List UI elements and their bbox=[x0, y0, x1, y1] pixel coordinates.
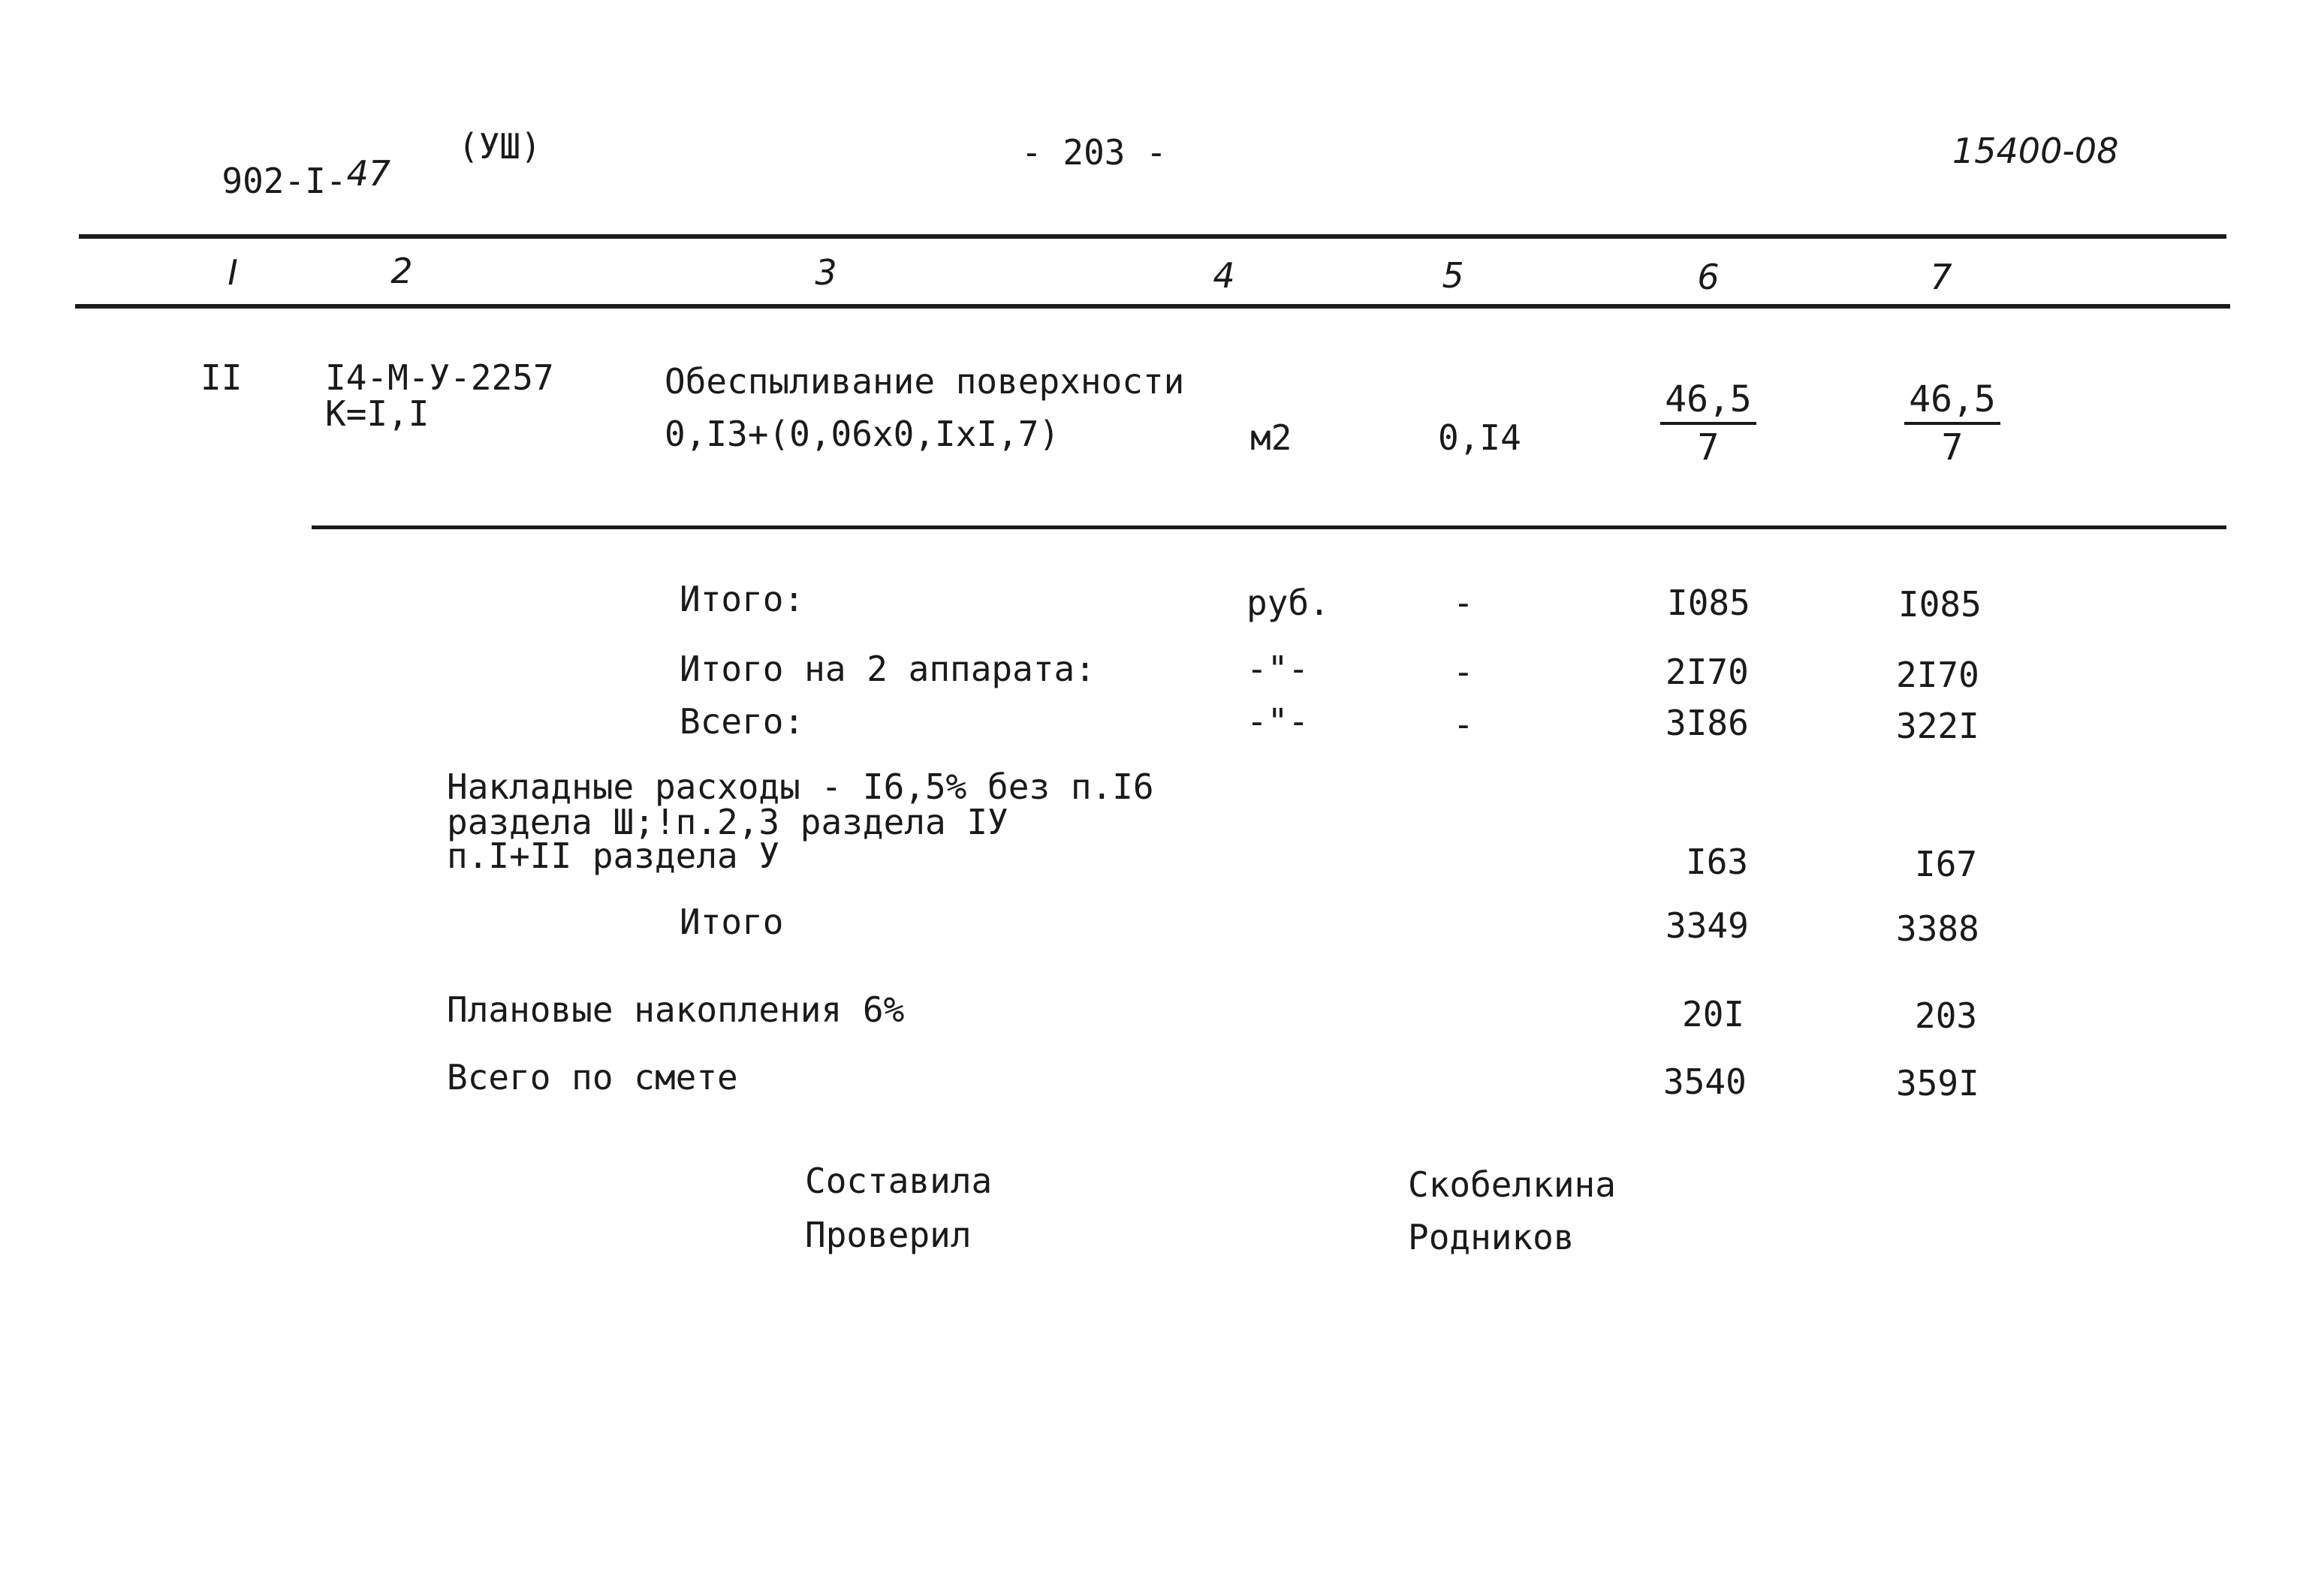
row-col7-fraction bbox=[1892, 378, 2012, 468]
itogo3-col7: 3388 bbox=[1896, 908, 1979, 949]
checked-label: Проверил bbox=[805, 1215, 972, 1255]
row-code-line1: I4-M-У-2257 bbox=[325, 357, 554, 398]
overhead-line1: Накладные расходы - I6,5% без п.I6 bbox=[447, 766, 1154, 807]
itogo-label: Итого: bbox=[680, 579, 805, 619]
itogo2-col6: 2I70 bbox=[1665, 652, 1749, 692]
row-col6-fraction bbox=[1648, 378, 1768, 468]
itogo2-col7: 2I70 bbox=[1896, 655, 1979, 695]
header-top-rule bbox=[79, 234, 2226, 239]
smeta-col6: 3540 bbox=[1663, 1061, 1747, 1102]
header-bottom-rule bbox=[75, 304, 2230, 309]
col-header-7: 7 bbox=[1930, 257, 1952, 297]
col-header-6: 6 bbox=[1697, 257, 1720, 297]
overhead-line3: п.I+II раздела У bbox=[447, 836, 780, 876]
row-col6-denominator: 7 bbox=[1697, 426, 1720, 468]
row-quantity: 0,I4 bbox=[1438, 417, 1521, 458]
compiled-name: Скобелкина bbox=[1408, 1164, 1616, 1205]
itogo-unit: руб. bbox=[1246, 583, 1330, 623]
row-description-line1: Обеспыливание поверхности bbox=[665, 361, 1185, 402]
col-header-3: 3 bbox=[815, 252, 837, 293]
smeta-col7: 359I bbox=[1896, 1063, 1979, 1104]
doc-code-handwritten: 47 bbox=[346, 153, 391, 194]
vsego-col6: 3I86 bbox=[1665, 703, 1749, 743]
row-col6-numerator: 46,5 bbox=[1660, 381, 1756, 425]
doc-code-typed: 902-I- bbox=[222, 161, 347, 201]
itogo-col6: I085 bbox=[1667, 583, 1750, 623]
vsego-label: Всего: bbox=[680, 701, 805, 742]
compiled-label: Составила bbox=[805, 1161, 993, 1201]
col-header-5: 5 bbox=[1442, 255, 1464, 296]
vsego-unit: -"- bbox=[1246, 701, 1310, 742]
col-header-1: I bbox=[228, 252, 238, 293]
row-unit: м2 bbox=[1250, 417, 1292, 458]
page-number: - 203 - bbox=[1021, 132, 1167, 173]
row-code-line2: K=I,I bbox=[325, 393, 430, 434]
plan-col7: 203 bbox=[1915, 995, 1978, 1036]
plan-col6: 20I bbox=[1682, 994, 1745, 1034]
overhead-col6: I63 bbox=[1686, 842, 1749, 882]
row-description-line2: 0,I3+(0,06x0,IxI,7) bbox=[665, 414, 1060, 454]
col-header-4: 4 bbox=[1213, 255, 1235, 296]
plan-label: Плановые накопления 6% bbox=[447, 989, 905, 1030]
row-col7-numerator: 46,5 bbox=[1904, 381, 2000, 425]
itogo3-label: Итого bbox=[680, 902, 784, 942]
itogo3-col6: 3349 bbox=[1665, 905, 1749, 946]
row-bottom-rule bbox=[312, 525, 2226, 529]
col-header-2: 2 bbox=[390, 251, 413, 291]
itogo2-dash: - bbox=[1453, 652, 1474, 692]
checked-name: Родников bbox=[1408, 1217, 1575, 1257]
row-number: II bbox=[200, 357, 243, 398]
doc-code bbox=[180, 129, 391, 201]
sheet-code: 15400-08 bbox=[1952, 131, 2119, 171]
overhead-line2: раздела Ш;!п.2,3 раздела IУ bbox=[447, 802, 1008, 842]
itogo-col7: I085 bbox=[1898, 584, 1982, 625]
vsego-dash: - bbox=[1453, 704, 1474, 745]
section-code: (УШ) bbox=[458, 126, 541, 167]
overhead-col7: I67 bbox=[1915, 844, 1978, 884]
smeta-label: Всего по смете bbox=[447, 1057, 738, 1098]
vsego-col7: 322I bbox=[1896, 706, 1979, 746]
itogo2-unit: -"- bbox=[1246, 649, 1310, 689]
itogo2-label: Итого на 2 аппарата: bbox=[680, 649, 1096, 689]
row-col7-denominator: 7 bbox=[1941, 426, 1964, 468]
itogo-dash: - bbox=[1453, 583, 1474, 623]
